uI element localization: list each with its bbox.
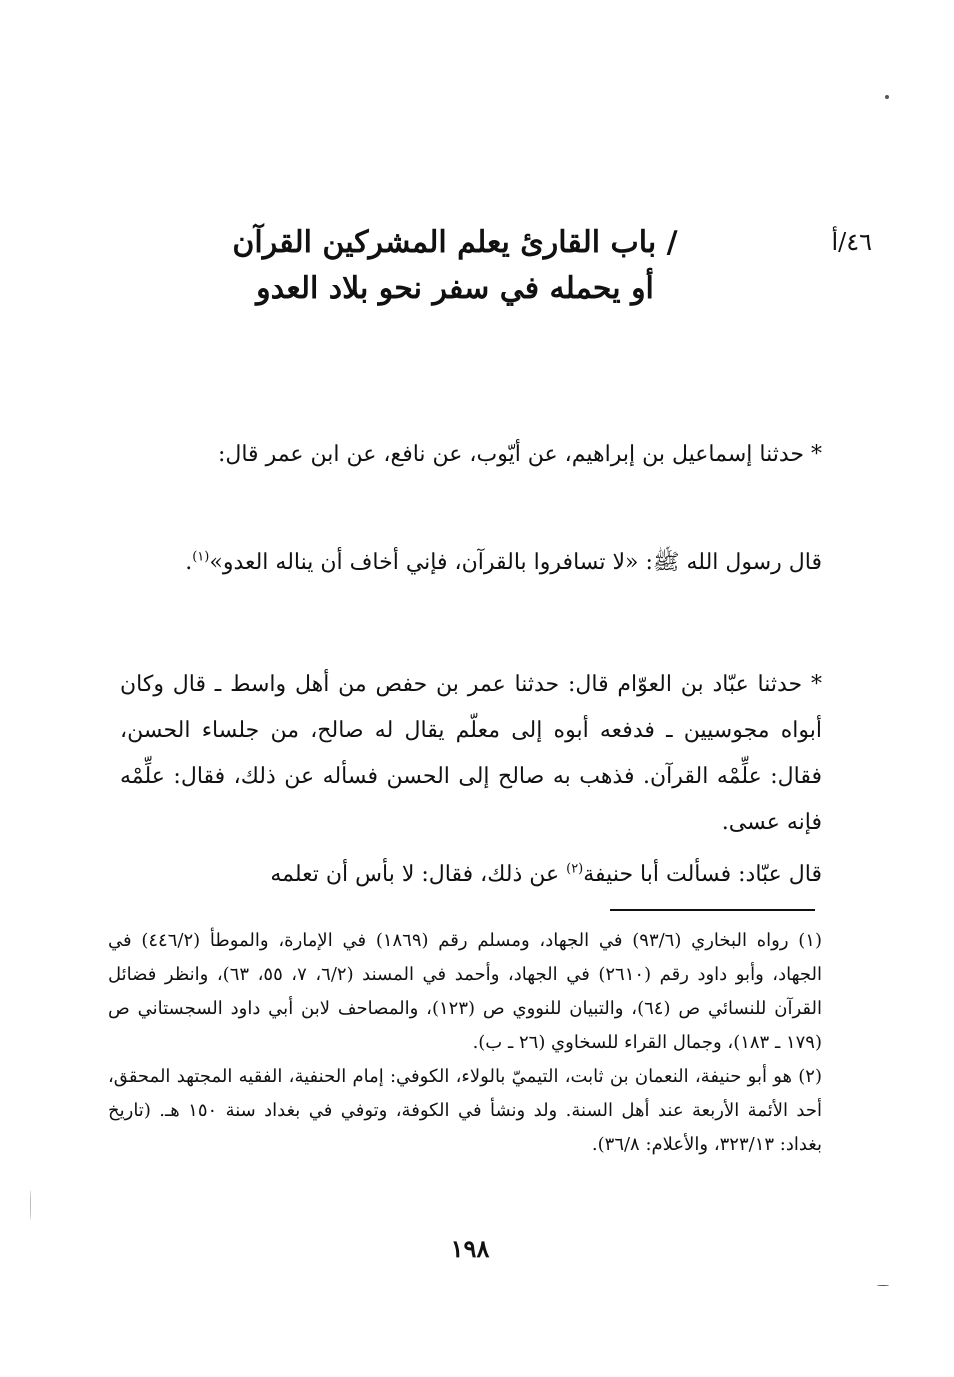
footnote-2: (٢) هو أبو حنيفة، النعمان بن ثابت، التيميّ بالولاء، الكوفي: إمام الحنفية، الفقيه المجتهد المحقق، أحد الأئمة الأربعة عند أهل السنة. ولد ونشأ في الكوفة، وتوفي في بغداد سنة ١٥٠ هـ. (تاريخ بغداد: ٣٢٣/١٣، والأعلام: ٣٦/٨). [108,1066,822,1155]
chapter-title [220,220,690,312]
footnotes [108,924,822,1162]
footnote-ref-2: (٢) [566,861,584,877]
paragraph-2-end: . [185,550,193,575]
paragraph-1 [120,432,822,478]
paragraph-4 [120,852,822,898]
paragraph-3 [120,662,822,846]
footnote-separator [610,909,815,911]
hadith-text: قال رسول الله ﷺ: «لا تسافروا بالقرآن، فإني أخاف أن يناله العدو» [209,550,822,575]
scan-speck [885,95,889,99]
paragraph-4-text [120,852,822,898]
paragraph-4-start: قال عبّاد: فسألت أبا حنيفة [583,862,822,887]
paragraph-4-end: عن ذلك، فقال: لا بأس أن تعلمه [270,862,567,887]
manuscript-folio-reference: ٤٦/أ [831,228,872,256]
paragraph-2-text [120,540,822,586]
page-number: ١٩٨ [450,1234,490,1263]
paragraph-3-text: * حدثنا عبّاد بن العوّام قال: حدثنا عمر بن حفص من أهل واسط ـ قال وكان أبواه مجوسيين ـ فدفعه أبوه إلى معلّم يقال له صالح، من جلساء الحسن، فقال: علِّمْه القرآن. فذهب به صالح إلى الحسن فسأله عن ذلك، فقال: علِّمْه فإنه عسى. [120,672,822,835]
chapter-title-line-1: / باب القارئ يعلم المشركين القرآن [232,225,678,260]
paragraph-2 [120,540,822,586]
scan-speck [30,1190,31,1220]
scan-speck [877,1285,889,1286]
footnote-1: (١) رواه البخاري (٩٣/٦) في الجهاد، ومسلم رقم (١٨٦٩) في الإمارة، والموطأ (٤٤٦/٢) في الجهاد، وأبو داود رقم (٢٦١٠) في الجهاد، وأحمد في المسند (٦/٢، ٧، ٥٥، ٦٣)، وانظر فضائل القرآن للنسائي ص (٦٤)، والتبيان للنووي ص (١٢٣)، والمصاحف لابن أبي داود السجستاني ص (١٧٩ ـ ١٨٣)، وجمال القراء للسخاوي (٢٦ ـ ب). [108,930,823,1053]
paragraph-1-text: * حدثنا إسماعيل بن إبراهيم، عن أيّوب، عن نافع، عن ابن عمر قال: [217,442,822,467]
chapter-title-line-2: أو يحمله في سفر نحو بلاد العدو [256,271,654,306]
footnote-ref-1: (١) [192,549,210,565]
